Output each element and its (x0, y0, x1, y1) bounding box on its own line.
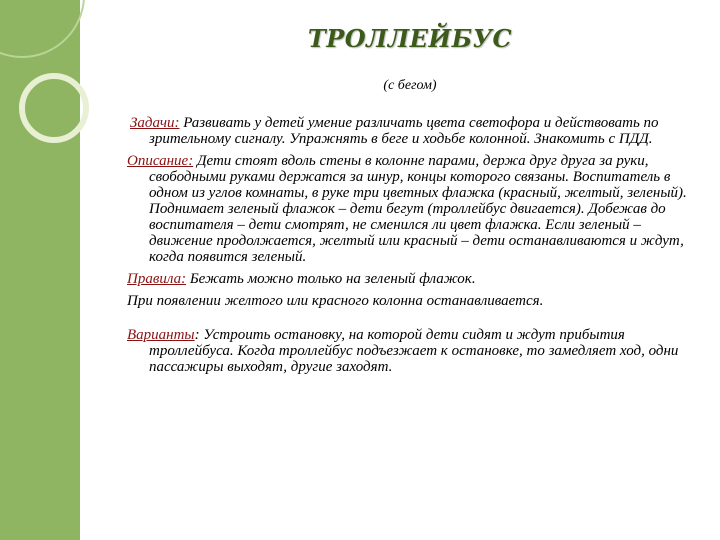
slide-title: ТРОЛЛЕЙБУС (307, 24, 513, 53)
description-text: Дети стоят вдоль стены в колонне парами, держа друг друга за руки, свободными руками держатся за шнур, концы которого связаны. Воспитатель в одном из углов комнаты, в руке три цветных флажка (красный, желтый, зеленый). Поднимает зеленый флажок – дети бегут (троллейбус двигается). Добежав до воспитателя – дети смотрят, не сменился ли цвет флажка. Если зеленый – движение продолжается, желтый или красный – дети останавливаются и ждут, когда появится зеленый. (149, 153, 687, 265)
variants-label: Варианты (127, 327, 195, 343)
variants-text: : Устроить остановку, на которой дети сидят и ждут прибытия троллейбуса. Когда троллейбус подъезжает к остановке, то замедляет ход, одни пассажиры выходят, другие заходят. (149, 327, 679, 375)
description-label: Описание: (127, 153, 194, 169)
variants-paragraph (127, 327, 687, 375)
slide-body (127, 115, 687, 381)
tasks-paragraph (127, 115, 687, 147)
rules-continuation-paragraph (127, 293, 687, 309)
rules-continuation-text: При появлении желтого или красного колонна останавливается. (127, 293, 544, 309)
slide-subtitle: (с бегом) (383, 78, 437, 93)
tasks-text: Развивать у детей умение различать цвета светофора и действовать по зрительному сигналу. Упражнять в беге и ходьбе колонной. Знакомить с ПДД. (149, 115, 659, 147)
tasks-label: Задачи: (130, 115, 180, 131)
rules-paragraph (127, 271, 687, 287)
rules-label: Правила: (127, 271, 187, 287)
description-paragraph (127, 153, 687, 265)
rules-text: Бежать можно только на зеленый флажок. (186, 271, 476, 287)
